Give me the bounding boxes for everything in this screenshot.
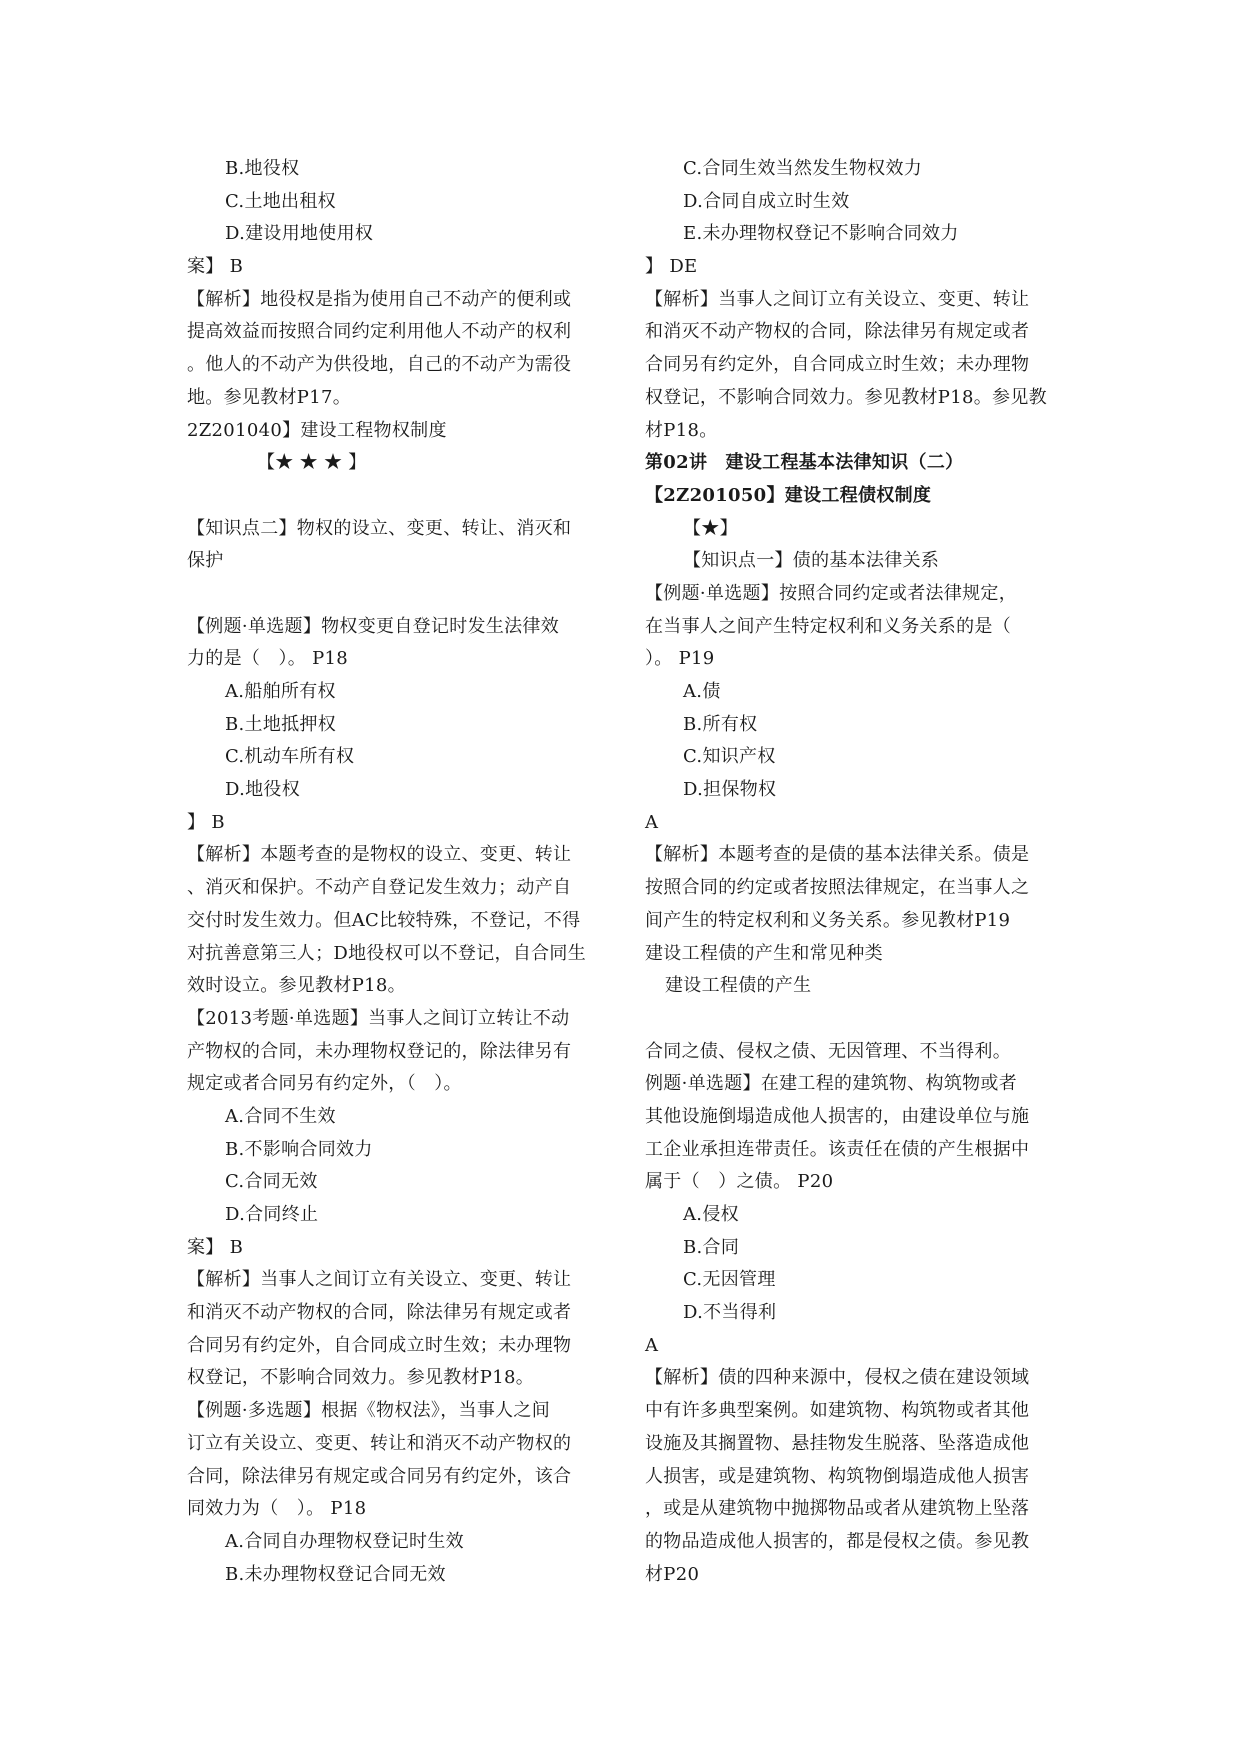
option-line: A.合同不生效	[225, 1105, 336, 1127]
star-rating: 【★ ★ ★ 】	[257, 452, 367, 474]
option-line: A.侵权	[683, 1204, 739, 1225]
option-line: B.合同	[683, 1236, 740, 1258]
answer-line: 案】 B	[187, 256, 244, 278]
text-line: 【解析】债的四种来源中，侵权之债在建设领域	[645, 1367, 1030, 1389]
subheading: 建设工程债的产生和常见种类	[645, 942, 883, 964]
option-line: D.担保物权	[683, 779, 777, 801]
option-line: D.建设用地使用权	[225, 223, 374, 245]
question-line: ）。 P19	[645, 648, 715, 670]
text-line: 交付时发生效力。但AC比较特殊，不登记，不得	[187, 909, 581, 931]
question-line: 产物权的合同，未办理物权登记的，除法律另有	[187, 1040, 572, 1062]
answer-line: A	[645, 1334, 659, 1356]
text-line: 【解析】地役权是指为使用自己不动产的便利或	[187, 288, 572, 310]
blank-line	[645, 1003, 1055, 1036]
section-heading: 2Z201040】建设工程物权制度	[187, 419, 447, 441]
text-line: 地。参见教材P17。	[187, 386, 352, 408]
text-line: 【解析】当事人之间订立有关设立、变更、转让	[645, 288, 1030, 310]
text-line: 和消灭不动产物权的合同，除法律另有规定或者	[187, 1302, 572, 1324]
text-line: 【解析】本题考查的是债的基本法律关系。债是	[645, 844, 1030, 866]
text-line: 合同另有约定外，自合同成立时生效；未办理物	[645, 354, 1030, 376]
question-line: 订立有关设立、变更、转让和消灭不动产物权的	[187, 1432, 572, 1454]
question-line: 规定或者合同另有约定外，（ ）。	[187, 1073, 462, 1095]
left-column	[187, 153, 597, 1591]
text-line: 合同之债、侵权之债、无因管理、不当得利。	[645, 1040, 1011, 1062]
knowledge-point-heading: 【知识点一】债的基本法律关系	[683, 550, 940, 572]
text-line: 权登记，不影响合同效力。参见教材P18。参见教	[645, 386, 1047, 408]
question-line: 力的是（ ）。 P18	[187, 648, 349, 670]
text-line: ，或是从建筑物中抛掷物品或者从建筑物上坠落	[645, 1498, 1030, 1520]
text-line: 间产生的特定权利和义务关系。参见教材P19	[645, 909, 1011, 931]
question-line: 【例题·单选题】按照合同约定或者法律规定，	[645, 582, 1018, 604]
option-line: A.债	[683, 681, 721, 702]
text-line: 【解析】本题考查的是物权的设立、变更、转让	[187, 844, 572, 866]
option-line: D.不当得利	[683, 1302, 777, 1324]
option-line: C.土地出租权	[225, 190, 336, 212]
option-line: B.未办理物权登记合同无效	[225, 1563, 446, 1585]
question-line: 在当事人之间产生特定权利和义务关系的是（	[645, 615, 1011, 637]
question-line: 同效力为（ ）。 P18	[187, 1498, 367, 1520]
text-line: 中有许多典型案例。如建筑物、构筑物或者其他	[645, 1400, 1030, 1422]
knowledge-point-heading: 【知识点二】物权的设立、变更、转让、消灭和	[187, 517, 572, 539]
question-line: 合同，除法律另有规定或合同另有约定外，该合	[187, 1465, 572, 1487]
option-line: A.合同自办理物权登记时生效	[225, 1530, 464, 1552]
question-line: 工企业承担连带责任。该责任在债的产生根据中	[645, 1138, 1030, 1160]
text-line: 的物品造成他人损害的，都是侵权之债。参见教	[645, 1530, 1030, 1552]
text-line: 、消灭和保护。不动产自登记发生效力；动产自	[187, 877, 572, 899]
star-rating: 【★】	[683, 517, 738, 539]
option-line: C.合同无效	[225, 1171, 318, 1193]
question-line: 例题·单选题】在建工程的建筑物、构筑物或者	[645, 1073, 1018, 1095]
answer-line: 案】 B	[187, 1236, 244, 1258]
text-line: 对抗善意第三人；D地役权可以不登记，自合同生	[187, 942, 587, 964]
option-line: C.机动车所有权	[225, 746, 355, 768]
text-line: 和消灭不动产物权的合同，除法律另有规定或者	[645, 321, 1030, 343]
answer-line: A	[645, 811, 659, 833]
text-line: 合同另有约定外，自合同成立时生效；未办理物	[187, 1334, 572, 1356]
question-line: 属于（ ）之债。 P20	[645, 1171, 834, 1193]
option-line: A.船舶所有权	[225, 681, 336, 702]
text-line: 按照合同的约定或者按照法律规定，在当事人之	[645, 877, 1030, 899]
right-column	[645, 153, 1055, 1591]
option-line: B.所有权	[683, 713, 758, 735]
text-line: 。他人的不动产为供役地，自己的不动产为需役	[187, 354, 572, 376]
question-line: 其他设施倒塌造成他人损害的，由建设单位与施	[645, 1105, 1030, 1127]
text-line: 【解析】当事人之间订立有关设立、变更、转让	[187, 1269, 572, 1291]
option-line: C.合同生效当然发生物权效力	[683, 158, 923, 179]
text-line: 提高效益而按照合同约定利用他人不动产的权利	[187, 321, 572, 343]
question-line: 【2013考题·单选题】当事人之间订立转让不动	[187, 1007, 570, 1029]
question-line: 【例题·单选题】物权变更自登记时发生法律效	[187, 615, 560, 637]
answer-line: 】 B	[187, 811, 225, 833]
text-line: 保护	[187, 550, 224, 572]
text-line: 效时设立。参见教材P18。	[187, 975, 406, 997]
option-line: B.土地抵押权	[225, 713, 337, 735]
option-line: C.知识产权	[683, 746, 776, 768]
option-line: E.未办理物权登记不影响合同效力	[683, 223, 959, 245]
text-line: 人损害，或是建筑物、构筑物倒塌造成他人损害	[645, 1465, 1030, 1487]
option-line: D.合同终止	[225, 1204, 319, 1225]
text-line: 材P18。	[645, 419, 718, 441]
text-line: 权登记，不影响合同效力。参见教材P18。	[187, 1367, 535, 1389]
option-line: C.无因管理	[683, 1269, 776, 1291]
option-line: D.合同自成立时生效	[683, 190, 850, 212]
question-line: 【例题·多选题】根据《物权法》，当事人之间	[187, 1400, 551, 1422]
subheading: 建设工程债的产生	[665, 975, 812, 997]
blank-line	[187, 480, 597, 513]
section-heading: 【2Z201050】建设工程债权制度	[645, 484, 932, 506]
text-line: 设施及其搁置物、悬挂物发生脱落、坠落造成他	[645, 1432, 1030, 1454]
blank-line	[187, 578, 597, 611]
lecture-heading: 第02讲 建设工程基本法律知识（二）	[645, 452, 964, 474]
option-line: B.不影响合同效力	[225, 1138, 373, 1160]
option-line: D.地役权	[225, 779, 301, 801]
option-line: B.地役权	[225, 158, 300, 179]
text-line: 材P20	[645, 1563, 700, 1585]
answer-line: 】 DE	[645, 256, 698, 278]
